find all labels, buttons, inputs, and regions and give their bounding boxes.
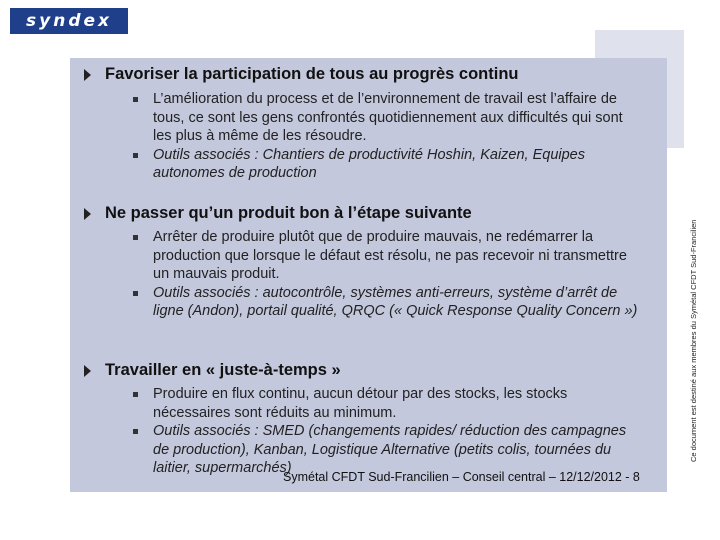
bullet-text: Outils associés : autocontrôle, systèmes anti-erreurs, système d’arrêt de ligne (Andon), portail qualité, QRQC (« Quick Response Quality Concern ») (153, 284, 638, 319)
bullet-item (133, 146, 643, 183)
arrow-bullet-icon (84, 208, 91, 220)
section-heading-2 (84, 204, 472, 223)
square-bullet-icon (133, 429, 138, 434)
bullet-text: L’amélioration du process et de l’environnement de travail est l’affaire de tous, ce sont les gens confrontés quotidiennement aux difficultés qui sont les plus à même de les résoudre. (153, 91, 623, 144)
section-heading-text: Travailler en « juste-à-temps » (105, 361, 341, 379)
logo-text: syndex (26, 11, 112, 31)
bullet-item (133, 90, 643, 146)
section-bullets-2 (133, 228, 643, 321)
bullet-item (133, 228, 643, 284)
square-bullet-icon (133, 153, 138, 158)
bullet-item (133, 284, 643, 321)
square-bullet-icon (133, 235, 138, 240)
section-bullets-3 (133, 385, 643, 478)
square-bullet-icon (133, 392, 138, 397)
bullet-text: Outils associés : SMED (changements rapides/ réduction des campagnes de production), Kanban, Logistique Alternative (petits colis, tournées du laitier, supermarchés) (153, 423, 627, 476)
bullet-text: Outils associés : Chantiers de productivité Hoshin, Kaizen, Equipes autonomes de production (153, 146, 585, 181)
section-heading-3 (84, 361, 341, 380)
square-bullet-icon (133, 97, 138, 102)
bullet-text: Arrêter de produire plutôt que de produire mauvais, ne redémarrer la production que lorsque le défaut est résolu, ne pas recevoir ni transmettre un mauvais produit. (153, 229, 627, 282)
square-bullet-icon (133, 291, 138, 296)
footer-text: Symétal CFDT Sud-Francilien – Conseil central – 12/12/2012 - 8 (283, 470, 640, 484)
bullet-text: Produire en flux continu, aucun détour par des stocks, les stocks nécessaires sont réduits au minimum. (153, 386, 568, 421)
decorative-side-block (667, 58, 684, 148)
section-heading-text: Favoriser la participation de tous au progrès continu (105, 65, 519, 83)
side-note: Ce document est destiné aux membres du Symétal CFDT Sud-Francilien (689, 219, 698, 462)
section-heading-text: Ne passer qu’un produit bon à l’étape suivante (105, 204, 472, 222)
section-bullets-1 (133, 90, 643, 183)
section-heading-1 (84, 65, 519, 84)
arrow-bullet-icon (84, 69, 91, 81)
arrow-bullet-icon (84, 365, 91, 377)
bullet-item (133, 385, 643, 422)
syndex-logo (10, 8, 128, 34)
